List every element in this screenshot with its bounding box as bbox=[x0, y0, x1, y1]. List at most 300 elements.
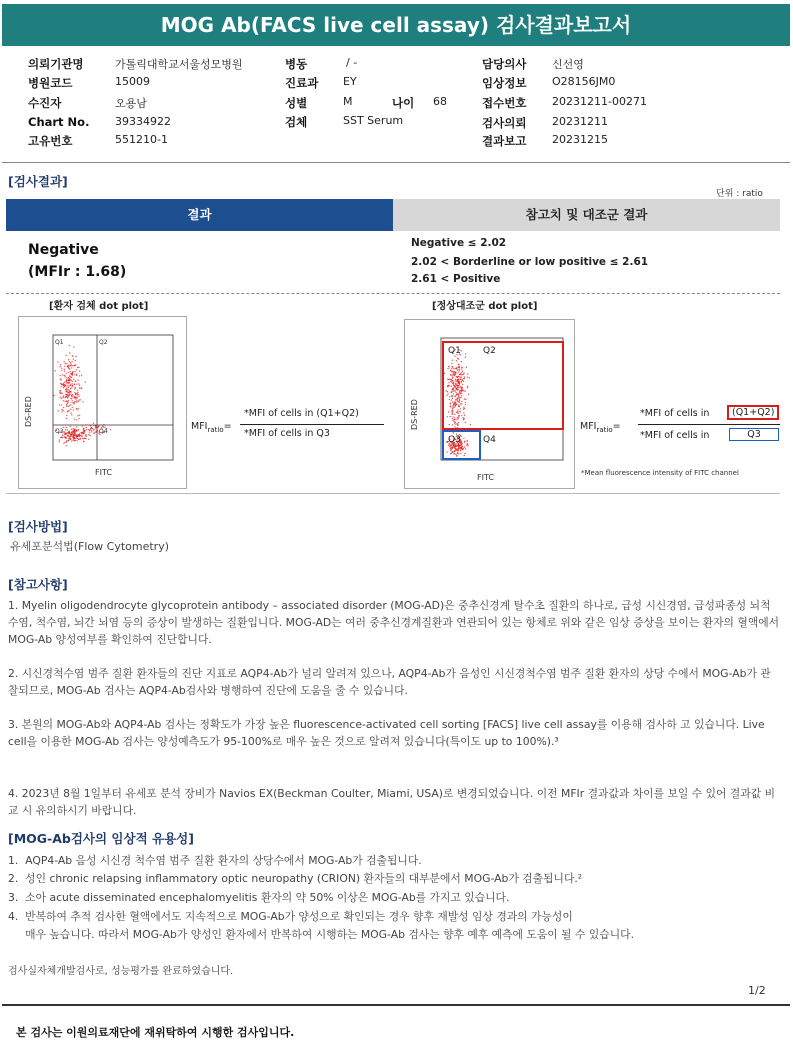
control-dot bbox=[459, 387, 460, 388]
control-dot bbox=[454, 375, 455, 376]
control-x-axis-label: FITC bbox=[477, 473, 494, 482]
patient-dot bbox=[77, 392, 78, 393]
ref-negative: Negative ≤ 2.02 bbox=[411, 237, 507, 249]
control-mfi-fraction-line bbox=[638, 424, 780, 425]
control-dot bbox=[452, 409, 453, 410]
control-dot bbox=[457, 369, 458, 370]
patient-dot bbox=[64, 432, 65, 433]
patient-q3-label: Q3 bbox=[55, 428, 64, 435]
value-hospital-code: 15009 bbox=[115, 75, 150, 88]
label-hospital-code: 병원코드 bbox=[28, 76, 73, 90]
mfi-sub: ratio bbox=[207, 425, 224, 434]
ref-positive: 2.61 < Positive bbox=[411, 273, 501, 285]
patient-dot bbox=[79, 371, 80, 372]
patient-dot bbox=[70, 404, 71, 405]
control-dot bbox=[447, 386, 448, 387]
patient-dot bbox=[79, 387, 80, 388]
patient-dot bbox=[72, 400, 73, 401]
control-dot bbox=[452, 360, 453, 361]
control-dot bbox=[453, 403, 454, 404]
control-dot bbox=[455, 445, 456, 446]
control-dot bbox=[447, 416, 448, 417]
value-request-date: 20231211 bbox=[552, 115, 608, 128]
patient-dot bbox=[86, 429, 87, 430]
control-dot bbox=[463, 407, 464, 408]
label-unique-no: 고유번호 bbox=[28, 134, 73, 148]
control-dot bbox=[464, 378, 465, 379]
control-dot bbox=[452, 375, 453, 376]
patient-dot bbox=[82, 401, 83, 402]
patient-dot bbox=[71, 377, 72, 378]
control-dot bbox=[460, 403, 461, 404]
patient-dot bbox=[66, 388, 67, 389]
patient-dot bbox=[64, 442, 65, 443]
control-dot bbox=[452, 405, 453, 406]
patient-dot bbox=[64, 434, 65, 435]
patient-dot bbox=[73, 396, 74, 397]
patient-dot bbox=[75, 434, 76, 435]
patient-dot bbox=[71, 387, 72, 388]
control-dot bbox=[454, 396, 455, 397]
control-dot bbox=[454, 419, 455, 420]
patient-dot bbox=[67, 432, 68, 433]
control-dot bbox=[453, 368, 454, 369]
patient-dot bbox=[70, 391, 71, 392]
control-dot bbox=[462, 390, 463, 391]
patient-dot-plot bbox=[18, 316, 187, 489]
patient-dot bbox=[67, 440, 68, 441]
patient-dot bbox=[78, 435, 79, 436]
patient-y-axis-label: DS-RED bbox=[24, 396, 33, 427]
control-dot bbox=[459, 374, 460, 375]
patient-dot bbox=[72, 365, 73, 366]
patient-dot bbox=[66, 442, 67, 443]
control-dot bbox=[453, 393, 454, 394]
patient-plot-title: [환자 검체 dot plot] bbox=[49, 301, 149, 312]
control-dot bbox=[451, 396, 452, 397]
patient-dot bbox=[65, 389, 66, 390]
label-age: 나이 bbox=[392, 96, 415, 110]
control-dot bbox=[447, 391, 448, 392]
control-dot bbox=[450, 405, 451, 406]
patient-dot bbox=[76, 419, 77, 420]
patient-dot bbox=[64, 371, 65, 372]
value-specimen: SST Serum bbox=[343, 114, 404, 127]
patient-dot bbox=[68, 387, 69, 388]
control-dot bbox=[462, 367, 463, 368]
patient-dot bbox=[74, 383, 75, 384]
control-dot bbox=[464, 376, 465, 377]
control-q4-label: Q4 bbox=[483, 435, 496, 445]
patient-dot bbox=[60, 393, 61, 394]
control-dot bbox=[460, 397, 461, 398]
patient-dot bbox=[80, 399, 81, 400]
patient-dot bbox=[68, 402, 69, 403]
patient-dot bbox=[64, 401, 65, 402]
patient-dot bbox=[57, 361, 58, 362]
patient-q2-label: Q2 bbox=[99, 339, 108, 346]
control-dot bbox=[455, 454, 456, 455]
control-dot bbox=[458, 397, 459, 398]
patient-dot bbox=[88, 434, 89, 435]
label-receipt-no: 접수번호 bbox=[482, 96, 527, 110]
patient-dot bbox=[71, 396, 72, 397]
control-dot bbox=[445, 390, 446, 391]
patient-dot bbox=[77, 367, 78, 368]
control-dot bbox=[457, 425, 458, 426]
patient-dot bbox=[66, 406, 67, 407]
patient-dot bbox=[64, 375, 65, 376]
control-dot bbox=[455, 422, 456, 423]
patient-dot bbox=[81, 435, 82, 436]
control-dot bbox=[460, 379, 461, 380]
patient-dot bbox=[89, 435, 90, 436]
label-specimen: 검체 bbox=[285, 115, 308, 129]
patient-dot bbox=[58, 410, 59, 411]
control-dot bbox=[452, 388, 453, 389]
control-dot bbox=[453, 406, 454, 407]
control-dot bbox=[458, 453, 459, 454]
patient-dot bbox=[60, 390, 61, 391]
patient-dot bbox=[78, 401, 79, 402]
patient-dot bbox=[59, 404, 60, 405]
control-dot bbox=[458, 382, 459, 383]
patient-dot bbox=[69, 379, 70, 380]
patient-q4-label: Q4 bbox=[99, 428, 108, 435]
control-dot bbox=[452, 447, 453, 448]
control-dot bbox=[452, 377, 453, 378]
patient-dot bbox=[78, 383, 79, 384]
control-dot bbox=[458, 418, 459, 419]
patient-dot bbox=[63, 443, 64, 444]
control-dot bbox=[455, 389, 456, 390]
value-clinical-info: O28156JM0 bbox=[552, 75, 616, 88]
patient-dot bbox=[68, 365, 69, 366]
patient-dot bbox=[74, 397, 75, 398]
patient-dot bbox=[71, 429, 72, 430]
control-dot bbox=[451, 451, 452, 452]
patient-dot bbox=[66, 355, 67, 356]
value-chart-no: 39334922 bbox=[115, 115, 171, 128]
control-dot bbox=[458, 371, 459, 372]
patient-dot bbox=[61, 370, 62, 371]
patient-dot bbox=[95, 431, 96, 432]
control-dot bbox=[453, 451, 454, 452]
patient-dot bbox=[71, 440, 72, 441]
mfi-eq: = bbox=[612, 421, 621, 432]
patient-dot bbox=[93, 425, 94, 426]
patient-dot bbox=[66, 377, 67, 378]
patient-dot bbox=[69, 352, 70, 353]
patient-dot bbox=[75, 435, 76, 436]
patient-dot bbox=[91, 427, 92, 428]
mfi-eq: = bbox=[223, 421, 232, 432]
control-dot bbox=[451, 366, 452, 367]
control-dot bbox=[457, 449, 458, 450]
patient-dot bbox=[70, 412, 71, 413]
control-dot bbox=[453, 445, 454, 446]
patient-dot bbox=[64, 369, 65, 370]
patient-dot bbox=[89, 432, 90, 433]
control-q1-label: Q1 bbox=[448, 346, 461, 356]
control-dot bbox=[465, 399, 466, 400]
control-dot bbox=[448, 366, 449, 367]
patient-dot bbox=[69, 390, 70, 391]
patient-dot bbox=[76, 369, 77, 370]
patient-dot bbox=[74, 387, 75, 388]
patient-dot bbox=[76, 375, 77, 376]
control-dot bbox=[458, 447, 459, 448]
patient-mfi-denominator: *MFI of cells in Q3 bbox=[244, 428, 330, 439]
control-dot bbox=[465, 353, 466, 354]
patient-dot bbox=[68, 377, 69, 378]
patient-dot bbox=[78, 408, 79, 409]
control-dot bbox=[457, 386, 458, 387]
control-dot bbox=[461, 361, 462, 362]
control-dot bbox=[456, 393, 457, 394]
patient-dot bbox=[75, 380, 76, 381]
control-dot bbox=[452, 411, 453, 412]
patient-dot bbox=[67, 394, 68, 395]
patient-dot bbox=[94, 425, 95, 426]
patient-dot bbox=[77, 415, 78, 416]
validation-note: 검사실자체개발검사로, 성능평가를 완료하였습니다. bbox=[8, 966, 234, 977]
control-dot bbox=[455, 383, 456, 384]
patient-dot bbox=[66, 391, 67, 392]
control-dot bbox=[447, 379, 448, 380]
control-dot bbox=[446, 395, 447, 396]
control-dot bbox=[451, 382, 452, 383]
control-dot bbox=[454, 426, 455, 427]
control-dot bbox=[450, 445, 451, 446]
control-dot bbox=[453, 380, 454, 381]
control-dot bbox=[461, 403, 462, 404]
patient-dot bbox=[71, 380, 72, 381]
footer-divider bbox=[2, 1004, 790, 1006]
patient-dot bbox=[81, 432, 82, 433]
patient-dot bbox=[59, 439, 60, 440]
control-dot bbox=[467, 377, 468, 378]
control-dot bbox=[452, 374, 453, 375]
result-value: (MFIr : 1.68) bbox=[28, 264, 127, 280]
control-dot bbox=[453, 453, 454, 454]
patient-mfi-fraction-line bbox=[240, 424, 384, 425]
control-dot bbox=[459, 415, 460, 416]
control-dot bbox=[449, 446, 450, 447]
patient-dot bbox=[93, 429, 94, 430]
control-dot bbox=[458, 422, 459, 423]
control-dot bbox=[466, 444, 467, 445]
control-dot bbox=[457, 377, 458, 378]
patient-dot bbox=[88, 429, 89, 430]
control-dot bbox=[461, 350, 462, 351]
control-dot bbox=[457, 409, 458, 410]
patient-dot bbox=[66, 383, 67, 384]
control-dot bbox=[461, 386, 462, 387]
value-report-date: 20231215 bbox=[552, 133, 608, 146]
label-clinical-info: 임상정보 bbox=[482, 76, 527, 90]
control-dot bbox=[451, 399, 452, 400]
control-dot bbox=[447, 393, 448, 394]
patient-dot bbox=[63, 407, 64, 408]
patient-dot bbox=[76, 440, 77, 441]
control-dot bbox=[453, 391, 454, 392]
method-text: 유세포분석법(Flow Cytometry) bbox=[10, 540, 170, 553]
control-dot bbox=[455, 379, 456, 380]
patient-dot bbox=[66, 418, 67, 419]
control-dot bbox=[456, 394, 457, 395]
patient-dot bbox=[71, 383, 72, 384]
patient-dot bbox=[61, 411, 62, 412]
control-dot bbox=[451, 375, 452, 376]
patient-dot bbox=[82, 426, 83, 427]
patient-dot bbox=[66, 415, 67, 416]
patient-dot bbox=[63, 400, 64, 401]
patient-dot bbox=[76, 400, 77, 401]
patient-dot bbox=[62, 374, 63, 375]
control-plot-svg bbox=[405, 320, 574, 488]
patient-plot-frame bbox=[53, 335, 173, 460]
patient-dot bbox=[78, 429, 79, 430]
patient-dot bbox=[69, 382, 70, 383]
label-institution: 의뢰기관명 bbox=[28, 57, 84, 71]
reference-column-header: 참고치 및 대조군 결과 bbox=[393, 199, 780, 231]
patient-dot bbox=[60, 366, 61, 367]
control-dot bbox=[452, 416, 453, 417]
patient-dot bbox=[93, 423, 94, 424]
note-2: 2. 시신경척수염 범주 질환 환자들의 진단 지표로 AQP4-Ab가 널리 알려져 있으나, AQP4-Ab가 음성인 시신경척수염 범주 질환 환자의 상당 수에서 MOG-Ab가 관찰되므로, MOG-Ab 검사는 AQP4-Ab검사와 병행하여 진단에 도움을 줄 수 있습니다. bbox=[8, 667, 771, 697]
patient-dot bbox=[71, 402, 72, 403]
control-dot bbox=[457, 389, 458, 390]
patient-q1-label: Q1 bbox=[55, 339, 64, 346]
control-dot bbox=[457, 401, 458, 402]
control-dot bbox=[453, 372, 454, 373]
patient-dot bbox=[66, 363, 67, 364]
control-dot bbox=[448, 411, 449, 412]
control-dot bbox=[462, 417, 463, 418]
patient-dot bbox=[80, 435, 81, 436]
patient-mfi-numerator: *MFI of cells in (Q1+Q2) bbox=[244, 408, 359, 419]
patient-dot bbox=[70, 384, 71, 385]
control-dot bbox=[454, 401, 455, 402]
control-dot bbox=[463, 412, 464, 413]
control-dot bbox=[457, 417, 458, 418]
patient-dot bbox=[85, 424, 86, 425]
patient-dot bbox=[77, 380, 78, 381]
control-dot bbox=[463, 438, 464, 439]
control-dot bbox=[454, 373, 455, 374]
control-dot bbox=[451, 392, 452, 393]
patient-dot bbox=[64, 436, 65, 437]
control-dot bbox=[452, 407, 453, 408]
patient-dot bbox=[68, 372, 69, 373]
patient-dot bbox=[73, 346, 74, 347]
patient-dot bbox=[71, 361, 72, 362]
control-dot bbox=[460, 450, 461, 451]
notes-title: [참고사항] bbox=[8, 577, 68, 592]
patient-dot bbox=[90, 428, 91, 429]
patient-dot bbox=[61, 386, 62, 387]
control-mfi-numerator-text: *MFI of cells in bbox=[640, 408, 710, 419]
control-dot bbox=[457, 358, 458, 359]
patient-dot bbox=[67, 397, 68, 398]
control-dot bbox=[470, 424, 471, 425]
control-dot bbox=[461, 376, 462, 377]
patient-dot bbox=[70, 438, 71, 439]
patient-dot bbox=[74, 374, 75, 375]
patient-dot bbox=[68, 411, 69, 412]
patient-dot bbox=[73, 434, 74, 435]
patient-dot bbox=[82, 438, 83, 439]
patient-dot bbox=[69, 395, 70, 396]
control-dot bbox=[461, 388, 462, 389]
patient-dot bbox=[60, 375, 61, 376]
control-dot bbox=[461, 395, 462, 396]
control-dot bbox=[452, 413, 453, 414]
patient-dot bbox=[69, 361, 70, 362]
patient-dot bbox=[83, 441, 84, 442]
control-q3-label: Q3 bbox=[448, 435, 461, 445]
patient-dot bbox=[61, 368, 62, 369]
patient-dot bbox=[64, 382, 65, 383]
patient-dot bbox=[55, 370, 56, 371]
patient-dot bbox=[78, 418, 79, 419]
control-dot bbox=[465, 356, 466, 357]
patient-plot-svg bbox=[19, 317, 186, 488]
note-4: 4. 2023년 8월 1일부터 유세포 분석 장비가 Navios EX(Beckman Coulter, Miami, USA)로 변경되었습니다. 이전 MFIr 결과값과 차이를 보일 수 있어 결과값 비교 시 유의하시기 바랍니다. bbox=[8, 787, 776, 817]
patient-dot bbox=[80, 438, 81, 439]
control-dot bbox=[447, 368, 448, 369]
control-dot bbox=[469, 377, 470, 378]
patient-dot bbox=[60, 364, 61, 365]
control-dot bbox=[462, 371, 463, 372]
patient-dot bbox=[70, 436, 71, 437]
label-chart-no: Chart No. bbox=[28, 115, 90, 129]
patient-dot bbox=[64, 385, 65, 386]
control-q2-label: Q2 bbox=[483, 346, 496, 356]
control-dot bbox=[452, 389, 453, 390]
patient-dot bbox=[81, 375, 82, 376]
patient-dot bbox=[81, 388, 82, 389]
value-age: 68 bbox=[433, 95, 447, 108]
control-dot bbox=[464, 453, 465, 454]
value-department: EY bbox=[343, 75, 357, 88]
patient-dot bbox=[66, 401, 67, 402]
patient-dot bbox=[69, 433, 70, 434]
control-dot bbox=[457, 453, 458, 454]
control-dot bbox=[467, 386, 468, 387]
control-dot bbox=[459, 446, 460, 447]
patient-dot bbox=[74, 419, 75, 420]
patient-dot bbox=[70, 364, 71, 365]
control-mfi-label bbox=[580, 421, 621, 434]
control-dot bbox=[451, 371, 452, 372]
control-dot bbox=[458, 417, 459, 418]
patient-dot bbox=[75, 393, 76, 394]
control-dot bbox=[457, 413, 458, 414]
control-dot bbox=[456, 372, 457, 373]
control-dot bbox=[444, 373, 445, 374]
patient-dot bbox=[61, 409, 62, 410]
control-dot bbox=[459, 399, 460, 400]
control-dot bbox=[458, 404, 459, 405]
note-3: 3. 본원의 MOG-Ab와 AQP4-Ab 검사는 정확도가 가장 높은 fluorescence-activated cell sorting [FACS] live cell assay를 이용해 검사하 고 있습니다. Live cell을 이용한 MOG-Ab 검사는 양성예측도가 95-100%로 매우 높은 것으로 알려져 있습니다(특이도 up to 100%).³ bbox=[8, 718, 765, 748]
patient-dot bbox=[78, 399, 79, 400]
control-dot bbox=[452, 418, 453, 419]
control-dot bbox=[453, 385, 454, 386]
control-dot bbox=[455, 392, 456, 393]
control-dot bbox=[460, 453, 461, 454]
